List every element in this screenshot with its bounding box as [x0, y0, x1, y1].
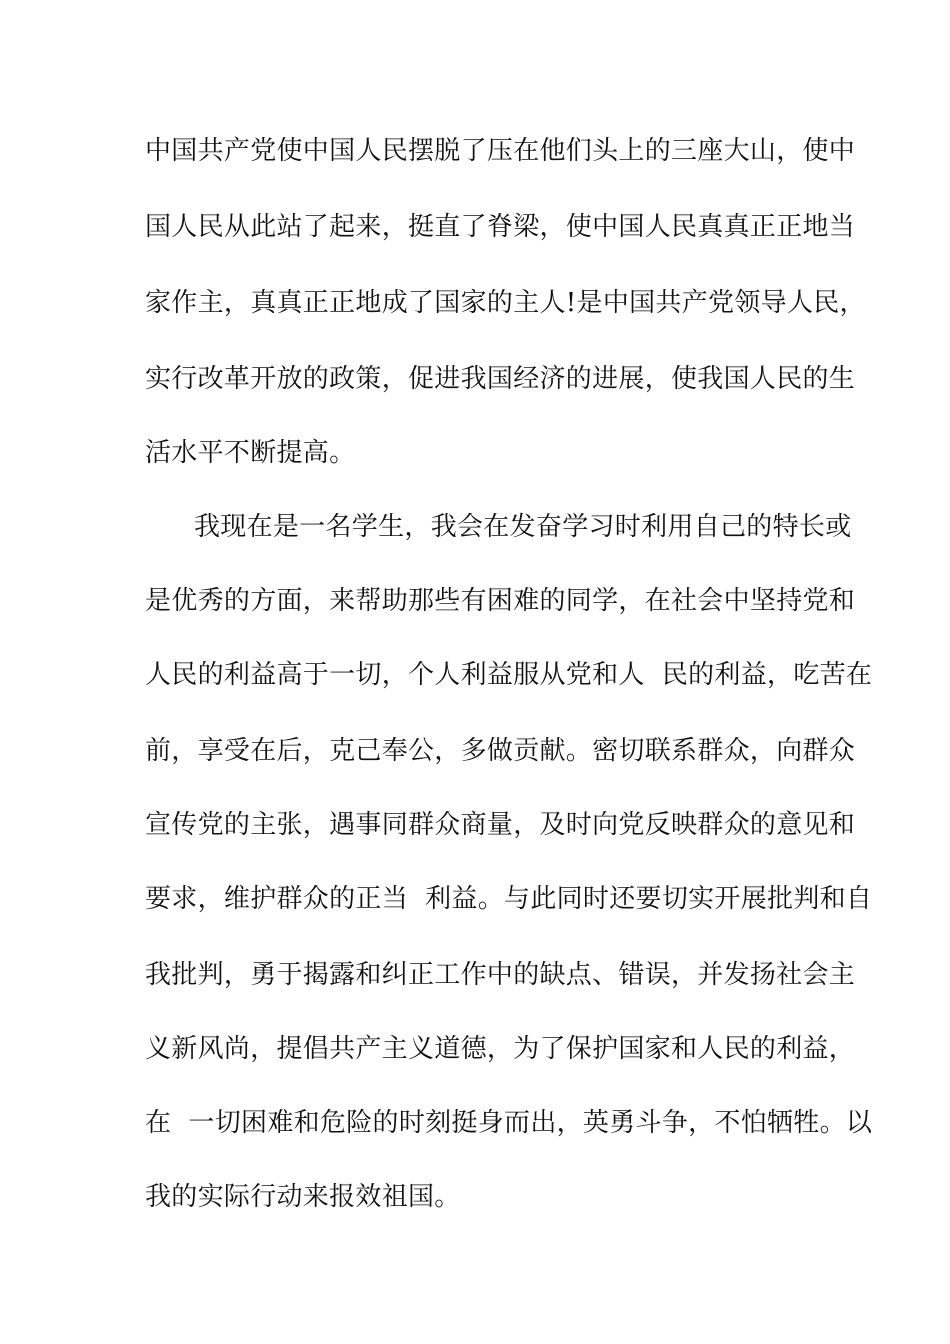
- paragraph-2-line-4: 前，享受在后，克己奉公，多做贡献。密切联系群众，向群众: [145, 736, 856, 766]
- paragraph-2-line-10: 我的实际行动来报效祖国。: [145, 1182, 461, 1212]
- paragraph-2-line-1: 我现在是一名学生，我会在发奋学习时利用自己的特长或: [194, 512, 852, 542]
- paragraph-2-line-3: 人民的利益高于一切，个人利益服从党和人 民的利益，吃苦在: [145, 660, 873, 690]
- paragraph-2-line-8: 义新风尚，提倡共产主义道德，为了保护国家和人民的利益，: [145, 1034, 856, 1064]
- paragraph-2-line-6: 要求，维护群众的正当 利益。与此同时还要切实开展批判和自: [145, 884, 873, 914]
- paragraph-2-line-2: 是优秀的方面，来帮助那些有困难的同学，在社会中坚持党和: [145, 586, 856, 616]
- paragraph-2-line-7: 我批判，勇于揭露和纠正工作中的缺点、错误，并发扬社会主: [145, 960, 856, 990]
- paragraph-1-line-3: 家作主，真真正正地成了国家的主人!是中国共产党领导人民，: [145, 288, 866, 318]
- paragraph-1-line-4: 实行改革开放的政策，促进我国经济的进展，使我国人民的生: [145, 364, 856, 394]
- paragraph-2-line-9: 在 一切困难和危险的时刻挺身而出，英勇斗争，不怕牺牲。以: [145, 1108, 873, 1138]
- paragraph-1-line-5: 活水平不断提高。: [145, 438, 356, 468]
- paragraph-1-line-2: 国人民从此站了起来，挺直了脊梁，使中国人民真真正正地当: [145, 212, 856, 242]
- paragraph-1-line-1: 中国共产党使中国人民摆脱了压在他们头上的三座大山，使中: [145, 136, 856, 166]
- paragraph-2-line-5: 宣传党的主张，遇事同群众商量，及时向党反映群众的意见和: [145, 810, 856, 840]
